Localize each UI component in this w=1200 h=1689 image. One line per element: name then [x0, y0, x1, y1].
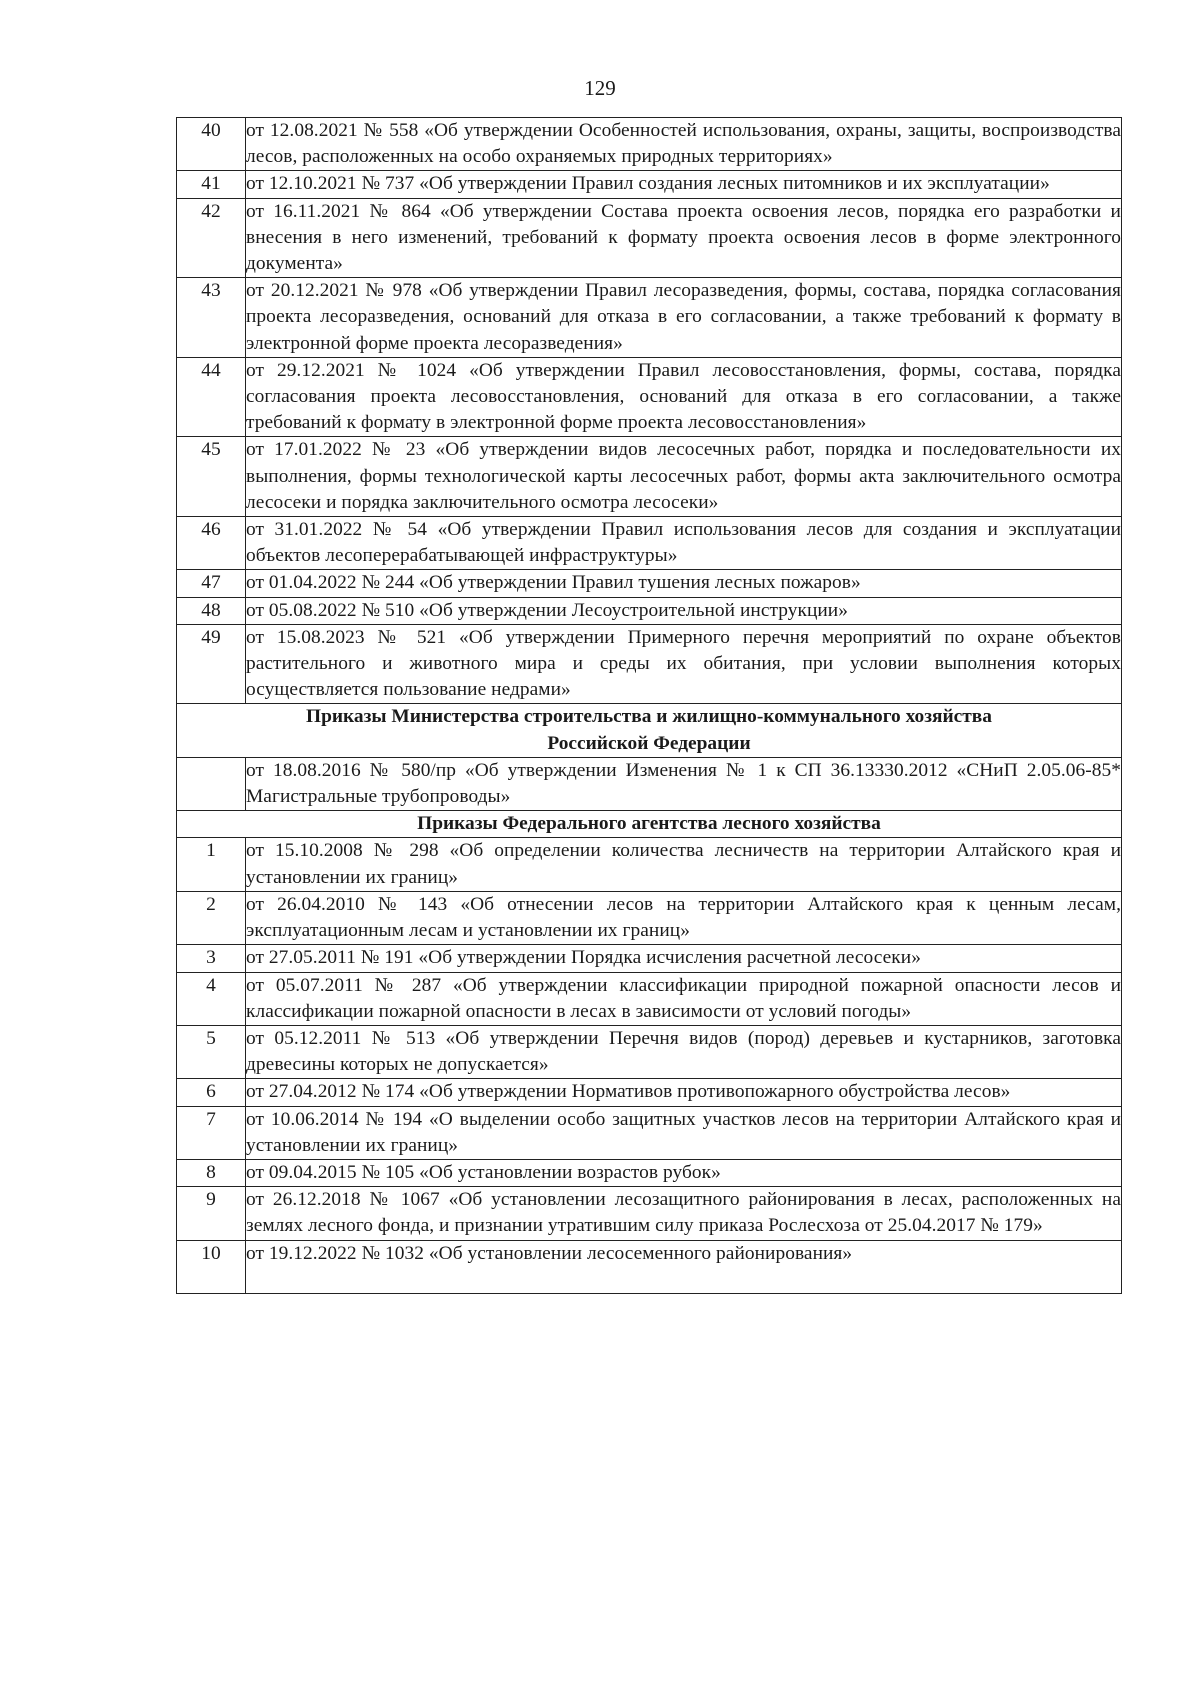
table-row	[177, 838, 1122, 891]
table-row	[177, 517, 1122, 570]
row-number: 43	[177, 278, 246, 358]
table-row	[177, 757, 1122, 810]
row-number: 9	[177, 1187, 246, 1240]
row-number: 5	[177, 1025, 246, 1078]
row-text: от 18.08.2016 № 580/пр «Об утверждении Изменения № 1 к СП 36.13330.2012 «СНиП 2.05.06-85* Магистральные трубопроводы»	[246, 757, 1122, 810]
row-number	[177, 757, 246, 810]
table-row	[177, 972, 1122, 1025]
row-number: 2	[177, 891, 246, 944]
row-number: 45	[177, 437, 246, 517]
row-number: 4	[177, 972, 246, 1025]
row-text: от 05.12.2011 № 513 «Об утверждении Перечня видов (пород) деревьев и кустарников, заготовка древесины которых не допускается»	[246, 1025, 1122, 1078]
table-row	[177, 945, 1122, 972]
table-row	[177, 1106, 1122, 1159]
row-text: от 26.04.2010 № 143 «Об отнесении лесов на территории Алтайского края к ценным лесам, эксплуатационным лесам и установлении их границ»	[246, 891, 1122, 944]
row-number: 10	[177, 1240, 246, 1293]
table-row	[177, 1025, 1122, 1078]
row-text: от 16.11.2021 № 864 «Об утверждении Состава проекта освоения лесов, порядка его разработки и внесения в него изменений, требований к формату проекта освоения лесов в форме электронного документа»	[246, 198, 1122, 278]
table-row	[177, 1187, 1122, 1240]
section-heading-row	[177, 704, 1122, 757]
page-number: 129	[584, 76, 616, 100]
row-number: 44	[177, 357, 246, 437]
section-heading-rosleshoz: Приказы Федерального агентства лесного хозяйства	[177, 811, 1122, 838]
table-row	[177, 1159, 1122, 1186]
row-text: от 29.12.2021 № 1024 «Об утверждении Правил лесовосстановления, формы, состава, порядка согласования проекта лесовосстановления, оснований для отказа в его согласовании, а также требований к формату в электронной форме проекта лесовосстановления»	[246, 357, 1122, 437]
table-row	[177, 597, 1122, 624]
table-row	[177, 198, 1122, 278]
orders-table	[176, 117, 1122, 1294]
row-text: от 01.04.2022 № 244 «Об утверждении Правил тушения лесных пожаров»	[246, 570, 1122, 597]
row-text: от 05.08.2022 № 510 «Об утверждении Лесоустроительной инструкции»	[246, 597, 1122, 624]
section-heading-minstroy	[177, 704, 1122, 757]
table-row	[177, 570, 1122, 597]
row-number: 40	[177, 118, 246, 171]
row-number: 41	[177, 171, 246, 198]
row-text: от 17.01.2022 № 23 «Об утверждении видов лесосечных работ, порядка и последовательности их выполнения, формы технологической карты лесосечных работ, формы акта заключительного осмотра лесосеки и порядка заключительного осмотра лесосеки»	[246, 437, 1122, 517]
section-heading-line: Российской Федерации	[547, 732, 751, 754]
table-row	[177, 624, 1122, 704]
row-text: от 31.01.2022 № 54 «Об утверждении Правил использования лесов для создания и эксплуатации объектов лесоперерабатывающей инфраструктуры»	[246, 517, 1122, 570]
row-text: от 12.10.2021 № 737 «Об утверждении Правил создания лесных питомников и их эксплуатации»	[246, 171, 1122, 198]
row-text: от 12.08.2021 № 558 «Об утверждении Особенностей использования, охраны, защиты, воспроизводства лесов, расположенных на особо охраняемых природных территориях»	[246, 118, 1122, 171]
row-number: 7	[177, 1106, 246, 1159]
row-text: от 27.04.2012 № 174 «Об утверждении Нормативов противопожарного обустройства лесов»	[246, 1079, 1122, 1106]
row-number: 42	[177, 198, 246, 278]
row-text: от 19.12.2022 № 1032 «Об установлении лесосеменного районирования»	[246, 1240, 1122, 1293]
table-row	[177, 118, 1122, 171]
row-text: от 27.05.2011 № 191 «Об утверждении Порядка исчисления расчетной лесосеки»	[246, 945, 1122, 972]
table-row	[177, 1079, 1122, 1106]
row-text: от 10.06.2014 № 194 «О выделении особо защитных участков лесов на территории Алтайского края и установлении их границ»	[246, 1106, 1122, 1159]
row-number: 46	[177, 517, 246, 570]
row-number: 1	[177, 838, 246, 891]
row-number: 49	[177, 624, 246, 704]
row-text: от 05.07.2011 № 287 «Об утверждении классификации природной пожарной опасности лесов и классификации пожарной опасности в лесах в зависимости от условий погоды»	[246, 972, 1122, 1025]
row-number: 48	[177, 597, 246, 624]
row-text: от 20.12.2021 № 978 «Об утверждении Правил лесоразведения, формы, состава, порядка согласования проекта лесоразведения, оснований для отказа в его согласовании, а также требований к формату в электронной форме проекта лесоразведения»	[246, 278, 1122, 358]
row-text: от 15.10.2008 № 298 «Об определении количества лесничеств на территории Алтайского края и установлении их границ»	[246, 838, 1122, 891]
row-text: от 09.04.2015 № 105 «Об установлении возрастов рубок»	[246, 1159, 1122, 1186]
table-row	[177, 891, 1122, 944]
table-row	[177, 437, 1122, 517]
row-text: от 15.08.2023 № 521 «Об утверждении Примерного перечня мероприятий по охране объектов растительного и животного мира и среды их обитания, при условии выполнения которых осуществляется пользование недрами»	[246, 624, 1122, 704]
row-number: 47	[177, 570, 246, 597]
table-row	[177, 1240, 1122, 1293]
table-row	[177, 171, 1122, 198]
table-row	[177, 357, 1122, 437]
table-row	[177, 278, 1122, 358]
row-number: 6	[177, 1079, 246, 1106]
row-number: 8	[177, 1159, 246, 1186]
row-text: от 26.12.2018 № 1067 «Об установлении лесозащитного районирования в лесах, расположенных на землях лесного фонда, и признании утратившим силу приказа Рослесхоза от 25.04.2017 № 179»	[246, 1187, 1122, 1240]
row-number: 3	[177, 945, 246, 972]
section-heading-row	[177, 811, 1122, 838]
section-heading-line: Приказы Министерства строительства и жилищно-коммунального хозяйства	[306, 706, 992, 728]
